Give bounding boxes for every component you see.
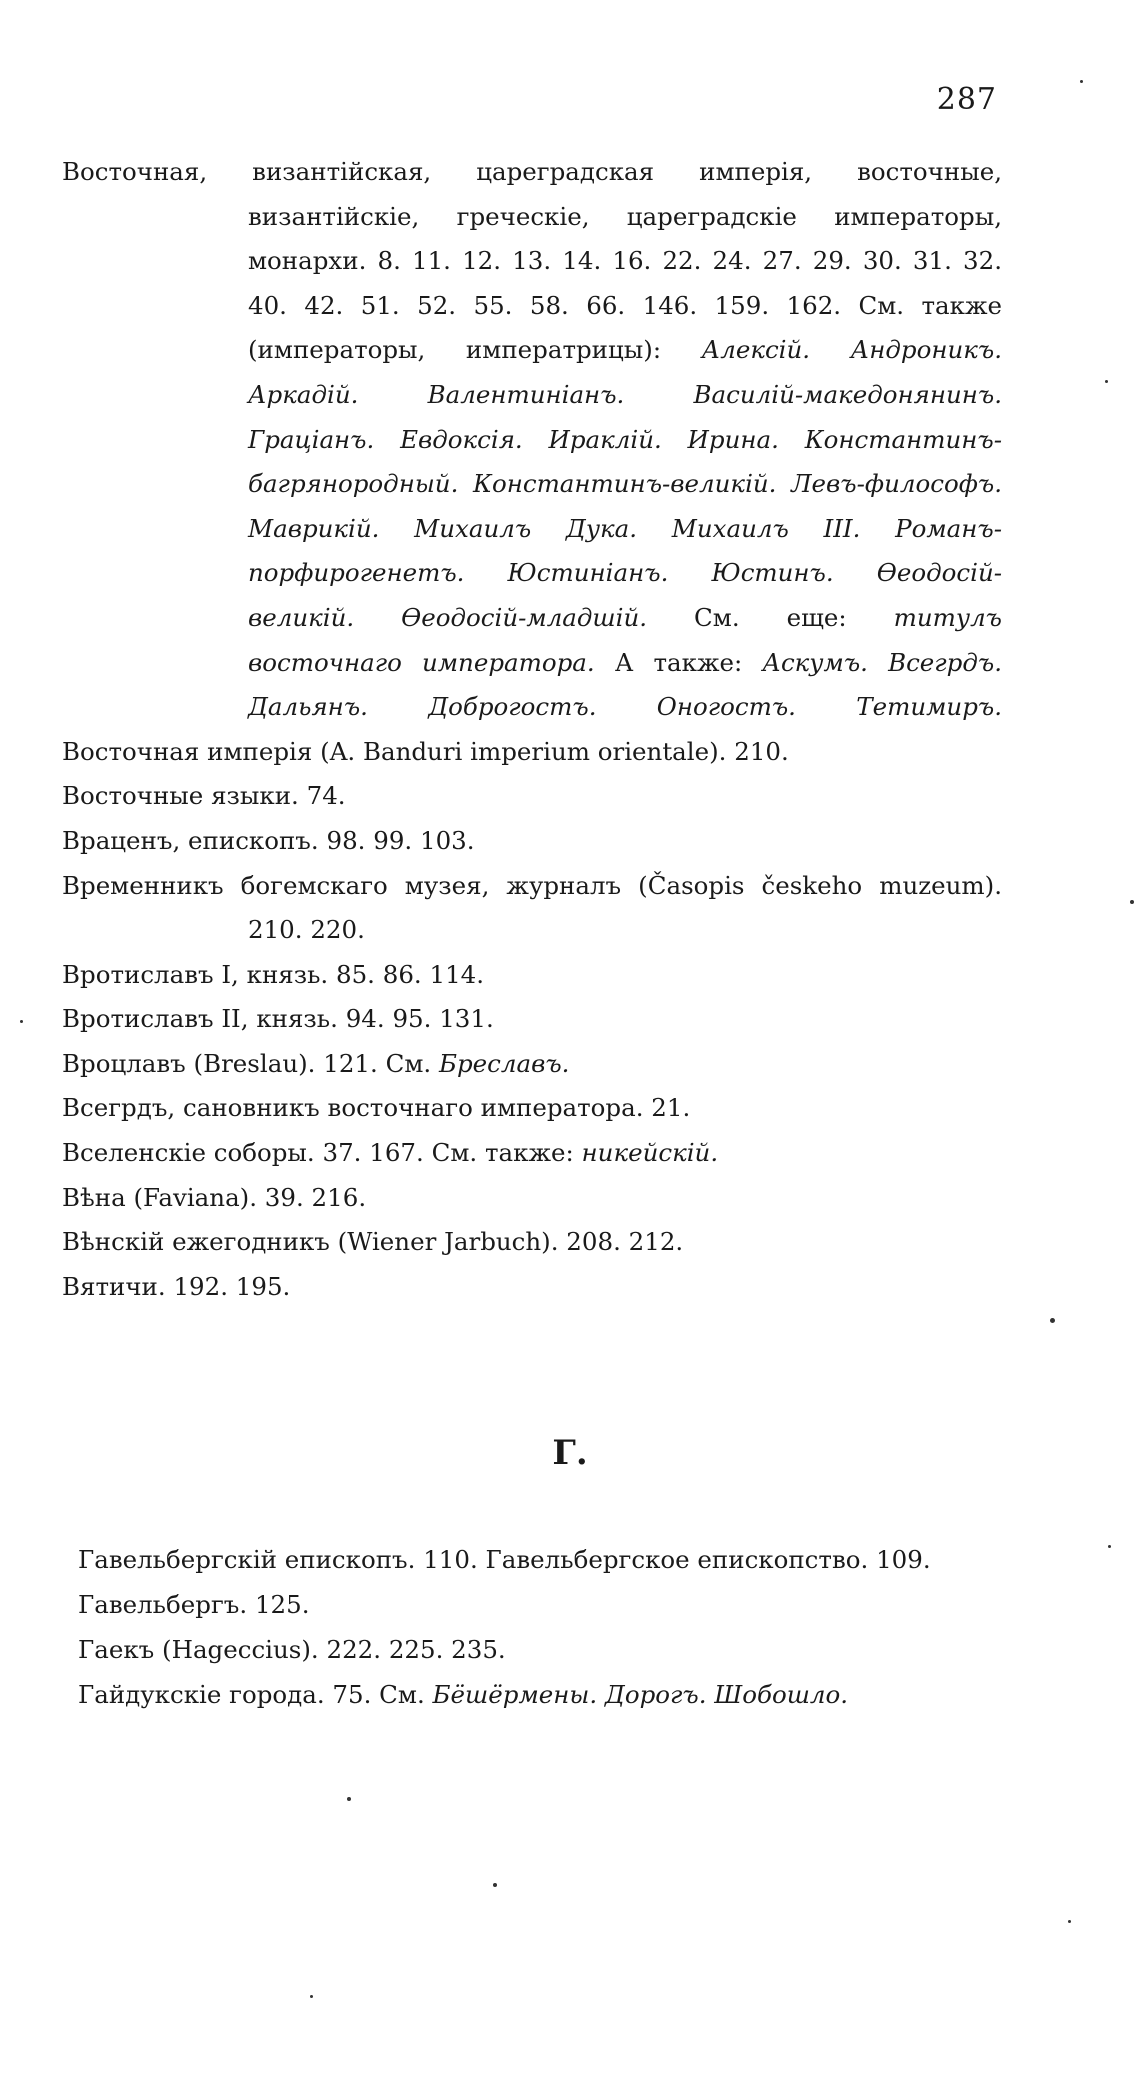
entry-text: Вроцлавъ (Breslau). 121. См. [62, 1048, 439, 1078]
entry-text-italic: Бёшёрмены. Дорогъ. Шобошло. [432, 1680, 849, 1709]
scan-speck [1050, 1318, 1055, 1323]
entry-text: А также: [594, 647, 763, 677]
entry-text: Гаекъ (Hageccius). 222. 225. 235. [78, 1635, 506, 1664]
index-entry [62, 1265, 1002, 1310]
entry-text: Временникъ богемскаго музея, журналъ (Časopis českeho muzeum). 210. 220. [62, 870, 1002, 945]
index-entry [62, 1086, 1002, 1131]
index-entries-g [78, 1537, 1002, 1717]
index-entry [62, 864, 1002, 953]
index-entry [62, 730, 1002, 775]
page-number: 287 [936, 82, 997, 117]
index-entry [62, 819, 1002, 864]
scan-speck [347, 1797, 351, 1801]
section-heading-g: Г. [552, 1433, 588, 1473]
entry-text: Вселенскіе соборы. 37. 167. См. также: [62, 1138, 582, 1168]
index-entry [78, 1672, 1002, 1717]
index-entry [62, 1220, 1002, 1265]
entry-text-italic: Алексій. Андроникъ. Аркадій. Валентиніанъ. Василій-македонянинъ. Граціанъ. Евдоксія. Ираклій. Ирина. Константинъ-багрянородный. Константинъ-великій. Левъ-философъ. Маврикій. Михаилъ Дука. Михаилъ III. Романъ-порфирогенетъ. Юстиніанъ. Юстинъ. Ѳеодосій-великій. Ѳеодосій-младшій. [248, 335, 1002, 632]
entry-text: Всегрдъ, сановникъ восточнаго императора. 21. [62, 1093, 691, 1123]
entry-text: Гайдукскіе города. 75. См. [78, 1680, 433, 1709]
entry-text: Вѣнскій ежегодникъ (Wiener Jarbuch). 208. 212. [62, 1227, 684, 1257]
entry-text-italic: титулъ восточнаго императора. [248, 602, 1003, 677]
scan-speck [1130, 900, 1134, 904]
index-entries-v [62, 150, 1002, 1309]
scan-speck [1080, 80, 1083, 83]
entry-text: Гавельбергскій епископъ. 110. Гавельбергское епископство. 109. [78, 1545, 931, 1574]
entry-text: Вротиславъ II, князь. 94. 95. 131. [62, 1004, 494, 1034]
index-entry [62, 774, 1002, 819]
index-entry [78, 1627, 1002, 1672]
entry-text: Восточная имперія (A. Banduri imperium orientale). 210. [62, 736, 789, 766]
entry-text: Вротиславъ I, князь. 85. 86. 114. [62, 959, 485, 989]
index-entry [62, 1176, 1002, 1221]
index-entry [78, 1582, 1002, 1627]
scan-speck [1068, 1920, 1071, 1923]
index-entry [62, 1042, 1002, 1087]
entry-text: Враценъ, епископъ. 98. 99. 103. [62, 825, 475, 855]
index-entry [78, 1537, 1002, 1582]
scan-speck [1105, 380, 1108, 383]
index-entry [62, 953, 1002, 998]
scan-speck [20, 1020, 23, 1023]
scan-speck [493, 1883, 497, 1887]
entry-text: Восточная, византійская, цареградская имперія, восточные, византійскіе, греческіе, цареградскіе императоры, монархи. 8. 11. 12. 13. 14. 16. 22. 24. 27. 29. 30. 31. 32. 40. 42. 51. 52. 55. 58. 66. 146. 159. 162. См. также (императоры, императрицы): [62, 157, 1002, 365]
entry-text: Гавельбергъ. 125. [78, 1590, 310, 1619]
scan-speck [310, 1995, 313, 1998]
entry-text: Восточные языки. 74. [62, 781, 346, 811]
entry-text: Вятичи. 192. 195. [62, 1271, 291, 1301]
entry-text: Вѣна (Faviana). 39. 216. [62, 1182, 367, 1212]
entry-text-italic: Бреславъ. [438, 1048, 570, 1078]
index-entry [62, 997, 1002, 1042]
entry-text-italic: никейскій. [581, 1138, 719, 1168]
index-entry [62, 1131, 1002, 1176]
entry-text: См. еще: [647, 602, 894, 632]
index-entry [62, 150, 1002, 730]
entry-text-italic: Аскумъ. Всегрдъ. Дальянъ. Доброгостъ. Оногостъ. Тетимиръ. [248, 647, 1002, 722]
scan-speck [1108, 1545, 1111, 1548]
